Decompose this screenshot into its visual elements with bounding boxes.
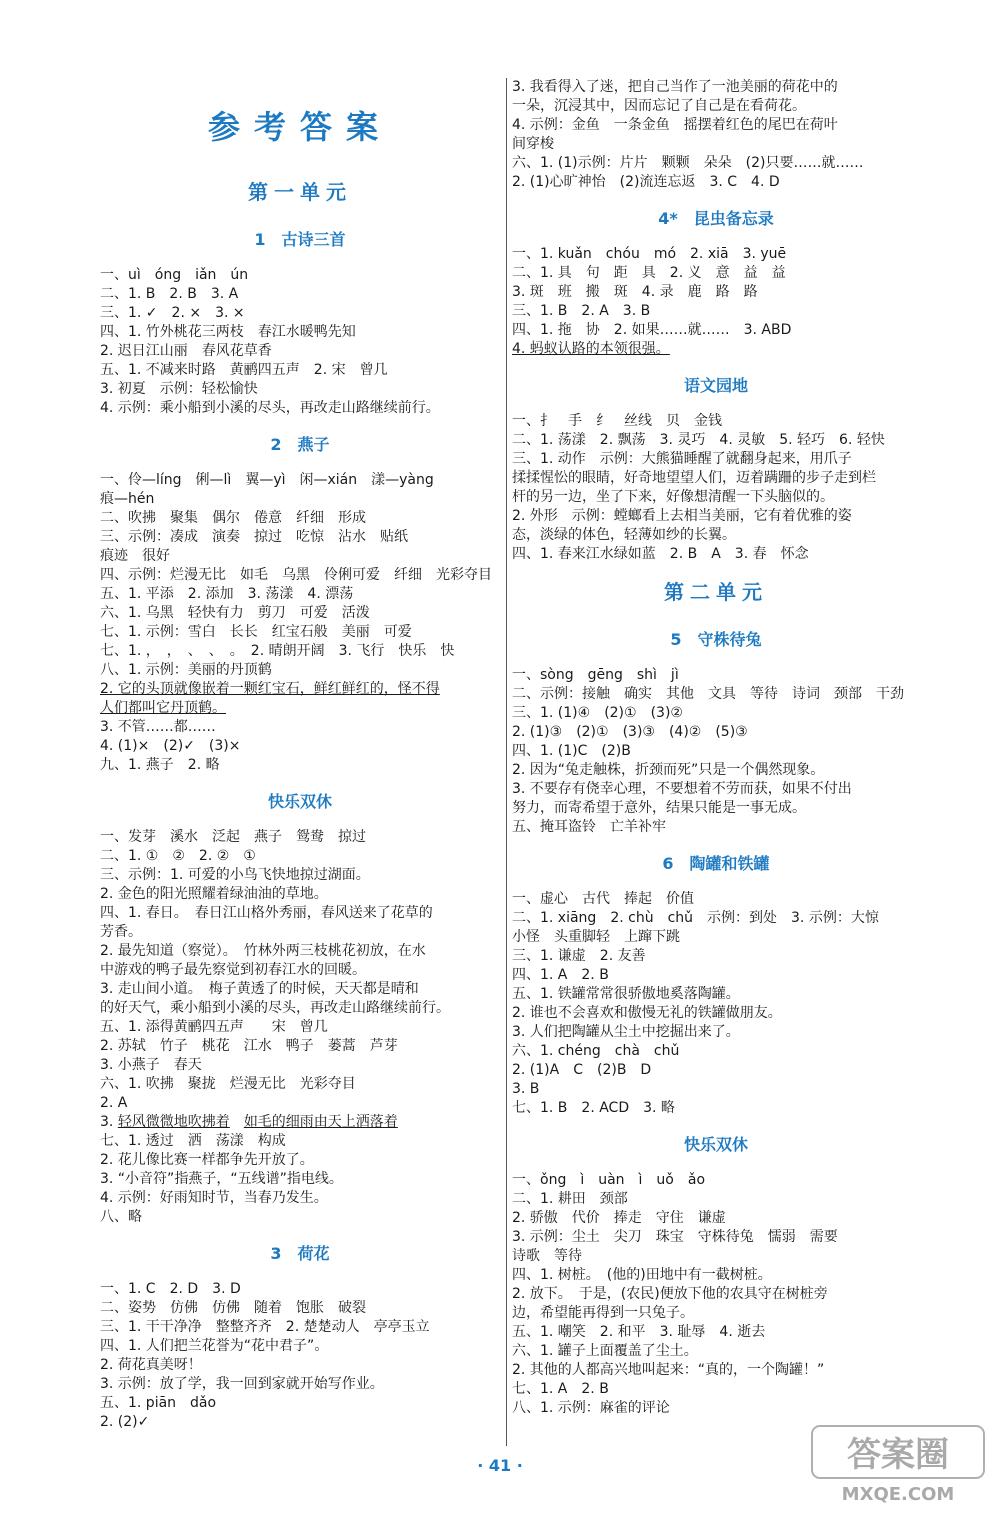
answer-line: 七、1. 透过 洒 荡漾 构成 [100, 1133, 286, 1149]
lesson-3-heading: 3 荷花 [270, 1244, 330, 1263]
holiday-1-heading: 快乐双休 [267, 792, 332, 811]
answer-line: 3. 我看得入了迷，把自己当作了一池美丽的荷花中的 [512, 79, 838, 95]
answer-line: 3. B [512, 1081, 540, 1097]
answer-line: 六、1. 吹拂 聚拢 烂漫无比 光彩夺目 [100, 1076, 356, 1092]
answer-line: 4. 示例：乘小船到小溪的尽头，再改走山路继续前行。 [100, 400, 440, 416]
answer-line: 3. 示例：尘土 尖刀 珠宝 守株待兔 懦弱 需要 [512, 1229, 838, 1245]
answer-line: 2. 花儿像比赛一样都争先开放了。 [100, 1152, 314, 1168]
answer-line: 三、1. 动作 示例：大熊猫睡醒了就翻身起来，用爪子 [512, 451, 852, 467]
lesson-1-answers [100, 266, 500, 418]
answer-line: 一、ǒng ì uàn ì uǒ ǎo [512, 1172, 706, 1188]
page-title: 参考答案 [207, 108, 392, 146]
answer-line: 痕—hén [100, 491, 155, 507]
answer-line: 一、虚心 古代 捧起 价值 [512, 891, 694, 907]
answer-line: 五、1. 平添 2. 添加 3. 荡漾 4. 漂荡 [100, 586, 354, 602]
holiday-2-heading: 快乐双休 [683, 1135, 748, 1154]
lesson-5-heading: 5 守株待兔 [670, 630, 762, 649]
answer-line: 间穿梭 [512, 136, 554, 152]
answer-line: 五、掩耳盗铃 亡羊补牢 [512, 819, 666, 835]
answer-line: 2. (1)心旷神怡 (2)流连忘返 3. C 4. D [512, 174, 780, 190]
answer-line: 八、1. 示例：麻雀的评论 [512, 1400, 670, 1416]
answer-line: 杆的另一边，坐了下来，好像想清醒一下头脑似的。 [512, 489, 834, 505]
lesson-1-heading: 1 古诗三首 [254, 230, 346, 249]
answer-line: 2. 骄傲 代价 捧走 守住 谦虚 [512, 1210, 726, 1226]
holiday-1-underlined-line: 3. 轻风微微地吹拂着 如毛的细雨由天上洒落着 [100, 1114, 398, 1130]
answer-line: 2. 谁也不会喜欢和傲慢无礼的铁罐做朋友。 [512, 1005, 782, 1021]
answer-line: 七、1. ， ， 、 、 。 2. 晴朗开阔 3. 飞行 快乐 快 [100, 643, 455, 659]
answer-line: 揉揉惺忪的眼睛，好奇地望望人们，迈着蹒跚的步子走到栏 [512, 470, 876, 486]
answer-line: 四、1. 拖 协 2. 如果……就…… 3. ABD [512, 322, 792, 338]
lesson-4-heading: 4* 昆虫备忘录 [658, 209, 774, 228]
holiday-1-answers-cont [100, 1132, 500, 1227]
answer-line: 人们都叫它丹顶鹤。 [100, 700, 226, 716]
column-divider [506, 78, 507, 1446]
answer-line: 3. 初夏 示例：轻松愉快 [100, 381, 258, 397]
answer-line: 2. 放下。 于是，(农民)便放下他的农具守在树桩旁 [512, 1286, 828, 1302]
unit-2-heading: 第二单元 [664, 580, 768, 604]
answer-line: 六、1. (1)示例：片片 颗颗 朵朵 (2)只要……就…… [512, 155, 864, 171]
answer-line: 七、1. A 2. B [512, 1381, 609, 1397]
garden-heading: 语文园地 [683, 376, 748, 395]
answer-line: 七、1. 示例：雪白 长长 红宝石般 美丽 可爱 [100, 624, 412, 640]
answer-line: 3. 斑 班 搬 斑 4. 录 鹿 路 路 [512, 284, 758, 300]
answer-line: 五、1. piān dǎo [100, 1395, 217, 1411]
answer-line: 三、1. B 2. A 3. B [512, 303, 651, 319]
answer-line: 芳香。 [100, 924, 142, 940]
answer-line: 八、1. 示例：美丽的丹顶鹤 [100, 662, 272, 678]
answer-line: 3. 不管……都…… [100, 719, 216, 735]
answer-line: 四、1. 人们把兰花誉为“花中君子”。 [100, 1338, 329, 1354]
holiday-1-answers [100, 828, 500, 1113]
answer-line: 八、略 [100, 1209, 142, 1225]
answer-line: 二、1. xiāng 2. chù chǔ 示例：到处 3. 示例：大惊 [512, 910, 879, 926]
holiday-2-answers [512, 1171, 920, 1418]
garden-answers [512, 412, 920, 564]
answer-line: 2. 苏轼 竹子 桃花 江水 鸭子 蒌蒿 芦芽 [100, 1038, 398, 1054]
answer-line: 六、1. chéng chà chǔ [512, 1043, 680, 1059]
answer-line: 3. 人们把陶罐从尘土中挖掘出来了。 [512, 1024, 740, 1040]
answer-line: 3. 不要存有侥幸心理，不要想着不劳而获，如果不付出 [512, 781, 852, 797]
lesson-4-underlined-answer: 4. 蚂蚁认路的本领很强。 [512, 341, 670, 357]
lesson-6-answers [512, 890, 920, 1118]
answer-line: 三、1. 干干净净 整整齐齐 2. 楚楚动人 亭亭玉立 [100, 1319, 430, 1335]
answer-line: 二、1. 耕田 颈部 [512, 1191, 628, 1207]
answer-line: 六、1. 罐子上面覆盖了尘土。 [512, 1343, 698, 1359]
watermark-text: 答案圈 [847, 1435, 949, 1475]
answer-line: 四、示例：烂漫无比 如毛 乌黑 伶俐可爱 纤细 光彩夺目 [100, 567, 492, 583]
answer-line: 三、1. 谦虚 2. 友善 [512, 948, 646, 964]
answer-line: 二、1. ① ② 2. ② ① [100, 848, 256, 864]
answer-line: 4. (1)× (2)✓ (3)× [100, 738, 241, 754]
answer-line: 努力，而寄希望于意外，结果只能是一事无成。 [512, 800, 806, 816]
watermark-url: MXQE.COM [841, 1484, 955, 1505]
answer-line: 二、示例：接触 确实 其他 文具 等待 诗词 颈部 干劲 [512, 686, 904, 702]
answer-line: 二、吹拂 聚集 偶尔 倦意 纤细 形成 [100, 510, 366, 526]
answer-line: 2. 它的头顶就像嵌着一颗红宝石，鲜红鲜红的，怪不得 [100, 681, 440, 697]
answer-line: 五、1. 不减来时路 黄鹂四五声 2. 宋 曾几 [100, 362, 388, 378]
answer-line: 3. “小音符”指燕子，“五线谱”指电线。 [100, 1171, 343, 1187]
answer-line: 3. 小燕子 春天 [100, 1057, 202, 1073]
answer-line: 三、1. (1)④ (2)① (3)② [512, 705, 683, 721]
underlined-phrase-a: 轻风微微地吹拂着 [117, 1114, 230, 1130]
answer-line: 三、示例：1. 可爱的小鸟飞快地掠过湖面。 [100, 867, 370, 883]
answer-line: 2. (1)③ (2)① (3)③ (4)② (5)③ [512, 724, 748, 740]
answer-line: 二、1. 荡漾 2. 飘荡 3. 灵巧 4. 灵敏 5. 轻巧 6. 轻快 [512, 432, 885, 448]
answer-line: 2. (1)A C (2)B D [512, 1062, 652, 1078]
lesson-4-answers [512, 245, 920, 340]
lesson-6-heading: 6 陶罐和铁罐 [662, 854, 770, 873]
answer-line: 二、姿势 仿佛 仿佛 随着 饱胀 破裂 [100, 1300, 366, 1316]
answer-line: 2. 荷花真美呀！ [100, 1357, 202, 1373]
answer-line: 2. A [100, 1095, 128, 1111]
answer-line: 七、1. B 2. ACD 3. 略 [512, 1100, 675, 1116]
answer-line: 中游戏的鸭子最先察觉到初春江水的回暖。 [100, 962, 366, 978]
watermark-logo [808, 1422, 988, 1506]
answer-line: 3. 示例：放了学，我一回到家就开始写作业。 [100, 1376, 384, 1392]
lesson-3-answers [100, 1280, 500, 1432]
answer-line: 四、1. 春日。 春日江山格外秀丽，春风送来了花草的 [100, 905, 433, 921]
page-number: · 41 · [477, 1456, 523, 1475]
answer-line: 4. 示例：好雨知时节，当春乃发生。 [100, 1190, 328, 1206]
answer-line: 痕迹 很好 [100, 548, 170, 564]
answer-line: 一朵，沉浸其中，因而忘记了自己是在看荷花。 [512, 98, 806, 114]
answer-line: 五、1. 添得黄鹂四五声 宋 曾几 [100, 1019, 328, 1035]
answer-line: 小怪 头重脚轻 上蹿下跳 [512, 929, 680, 945]
answer-line: 四、1. 竹外桃花三两枝 春江水暖鸭先知 [100, 324, 356, 340]
answer-line: 3. 走山间小道。 梅子黄透了的时候，天天都是晴和 [100, 981, 419, 997]
answer-line: 一、1. C 2. D 3. D [100, 1281, 241, 1297]
answer-line: 2. 因为“兔走触株，折颈而死”只是一个偶然现象。 [512, 762, 825, 778]
answer-line: 2. 其他的人都高兴地叫起来：“真的，一个陶罐！” [512, 1362, 825, 1378]
answer-line: 2. 外形 示例：螳螂看上去相当美丽，它有着优雅的姿 [512, 508, 852, 524]
answer-line: 2. 迟日江山丽 春风花草香 [100, 343, 272, 359]
answer-line: 三、1. ✓ 2. × 3. × [100, 305, 245, 321]
answer-line: 一、1. kuǎn chóu mó 2. xiā 3. yuē [512, 246, 787, 262]
answer-line: 四、1. 春来江水绿如蓝 2. B A 3. 春 怀念 [512, 546, 809, 562]
answer-line: 4. 示例：金鱼 一条金鱼 摇摆着红色的尾巴在荷叶 [512, 117, 838, 133]
lesson-2-underlined-answer [100, 680, 500, 718]
answer-line: 边，希望能再得到一只兔子。 [512, 1305, 694, 1321]
answer-line: 一、uì óng iǎn ún [100, 267, 249, 283]
answer-line: 2. 金色的阳光照耀着绿油油的草地。 [100, 886, 328, 902]
lesson-3-answers-cont [512, 78, 920, 192]
answer-line: 一、扌 手 纟 丝线 贝 金钱 [512, 413, 722, 429]
answer-line: 二、1. B 2. B 3. A [100, 286, 239, 302]
left-column [100, 72, 500, 1432]
answer-line: 九、1. 燕子 2. 略 [100, 757, 220, 773]
answer-line: 的好天气，乘小船到小溪的尽头，再改走山路继续前行。 [100, 1000, 450, 1016]
answer-line: 五、1. 嘲笑 2. 和平 3. 耻辱 4. 逝去 [512, 1324, 766, 1340]
unit-1-heading: 第一单元 [248, 180, 352, 204]
answer-line: 二、1. 具 句 距 具 2. 义 意 益 益 [512, 265, 786, 281]
answer-line: 四、1. A 2. B [512, 967, 609, 983]
answer-line: 三、示例：凑成 演奏 掠过 吃惊 沾水 贴纸 [100, 529, 408, 545]
answer-line: 2. 最先知道（察觉）。 竹林外两三枝桃花初放，在水 [100, 943, 426, 959]
answer-line: 2. (2)✓ [100, 1414, 150, 1430]
lesson-2-answers [100, 471, 500, 680]
right-column [512, 78, 920, 1418]
answer-line: 态，淡绿的体色，轻薄如纱的长翼。 [512, 527, 736, 543]
answer-line: 一、sòng gēng shì jì [512, 667, 679, 683]
answer-line: 一、发芽 溪水 泛起 燕子 鸳鸯 掠过 [100, 829, 366, 845]
lesson-5-answers [512, 666, 920, 837]
answer-line: 诗歌 等待 [512, 1248, 582, 1264]
answer-line: 一、伶—líng 俐—lì 翼—yì 闲—xián 漾—yàng [100, 472, 434, 488]
answer-line: 四、1. (1)C (2)B [512, 743, 631, 759]
underlined-phrase-b: 如毛的细雨由天上洒落着 [243, 1114, 398, 1130]
answer-line: 六、1. 乌黑 轻快有力 剪刀 可爱 活泼 [100, 605, 370, 621]
lesson-2-heading: 2 燕子 [270, 435, 330, 454]
answer-line: 四、1. 树桩。 (他的)田地中有一截树桩。 [512, 1267, 772, 1283]
lesson-2-answers-cont [100, 718, 500, 775]
answer-line: 五、1. 铁罐常常很骄傲地奚落陶罐。 [512, 986, 740, 1002]
